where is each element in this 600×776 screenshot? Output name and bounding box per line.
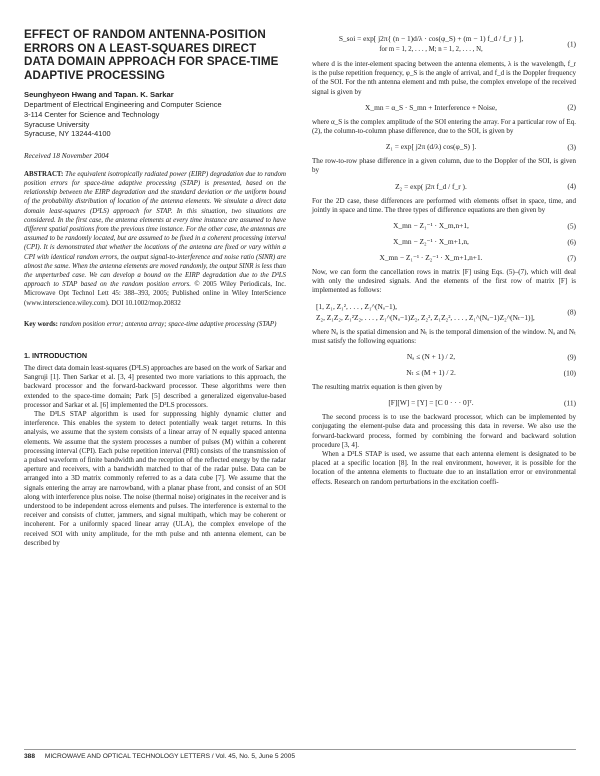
right-paragraph-3: The row-to-row phase difference in a given column, due to the Doppler of the SOI, is given by [312, 157, 576, 175]
equation-10 [312, 367, 576, 378]
equation-2-expr: X_mn = α_S · S_mn + Interference + Noise, [365, 102, 497, 112]
abstract-copyright: © 2005 Wiley Periodicals, Inc. Microwave Opt Technol Lett 45: 388–393, 2005; Published online in Wiley InterScience (www.interscience.wiley.com). DOI 10.1002/mop.20832 [24, 281, 286, 307]
equation-2-number: (2) [567, 102, 576, 112]
equation-5-number: (5) [567, 221, 576, 231]
received-date: Received 18 November 2004 [24, 150, 109, 160]
equation-8 [312, 301, 576, 323]
equation-11-number: (11) [563, 398, 576, 408]
right-column [312, 28, 576, 487]
equation-8-number: (8) [567, 307, 576, 317]
right-paragraph-1: where d is the inter-element spacing between the antenna elements, λ is the wavelength, f_r is the pulse repetition frequency, φ_S is the angle of arrival, and f_d is the Doppler frequency of the SOI. For the nth antenna element and mth pulse, the complex envelope of the received signal is given by [312, 60, 576, 96]
right-paragraph-5: Now, we can form the cancellation rows in matrix [F] using Eqs. (5)–(7), which will deal with only the undesired signals. And the elements of the first row of matrix [F] is implemented as follows: [312, 268, 576, 295]
right-paragraph-2: where α_S is the complex amplitude of the SOI entering the array. For a particular row of Eq. (2), the column-to-column phase difference, due to the SOI, is given by [312, 117, 576, 136]
affiliation-line-1: Department of Electrical Engineering and Computer Science [24, 100, 222, 110]
journal-citation: MICROWAVE AND OPTICAL TECHNOLOGY LETTERS / Vol. 45, No. 5, June 5 2005 [44, 753, 296, 760]
right-paragraph-6: where Nₐ is the spatial dimension and Nₜ is the temporal dimension of the window. Nₐ and Nₜ must satisfy the following equations: [312, 327, 576, 345]
equation-4-expr: Z₂ = exp( j2π f_d / f_r ). [395, 181, 467, 191]
equation-3-expr: Z₁ = exp[ j2π (d/λ) cos(φ_S) ]. [385, 142, 477, 152]
equation-7 [312, 252, 576, 263]
equation-11 [312, 397, 576, 408]
page-number: 388 [24, 753, 36, 760]
keywords [24, 320, 286, 329]
equation-9-number: (9) [567, 352, 576, 362]
equation-1 [312, 33, 576, 55]
intro-paragraph-2: The D³LS STAP algorithm is used for suppressing highly dynamic clutter and interference. This enables the system to detect potentially weak target returns. In this analysis, we assume that the system consists of a linear array of N equally spaced antenna elements. We assume that the system processes a number of pulses (M) within a coherent processing interval (CPI). Each pulse repetition interval (PRI) consists of the transmission of a pulsed waveform of finite bandwidth and the reception of the reflected energy by the radar aperture and receivers, with a bandwidth matched to that of the radar pulse. Data can be arranged into a 3D matrix commonly referred to as a data cube [7]. We assume that the signals entering the array are narrowband, with a planar phase front, and consist of an SOI along with interference plus noise. The noise (thermal noise) originates in the receiver and is understood to be independent across elements and pulses. The interference is external to the receiver and consists of clutter, jammers, and signal multipath, which may be coherent or incoherent. For a uniformly spaced linear array (ULA), the complex envelope of the received SOI with unity amplitude, for the mth pulse and nth antenna element, can be described by [24, 410, 286, 547]
right-paragraph-4: For the 2D case, these differences are performed with elements offset in space, time, and jointly in space and time. The three types of difference equations are then given by [312, 196, 576, 214]
equation-2 [312, 102, 576, 113]
right-paragraph-8: The second process is to use the backward processor, which can be implemented by conjugating the element-pulse data and processing this data in reverse. We also use the forward-backward process, formed by combining the forward and backward solution procedure [3, 4]. [312, 413, 576, 449]
equation-6-expr: X_mn − Z₂⁻¹ · X_m+1,n, [393, 237, 469, 247]
abstract [24, 170, 286, 308]
equation-1-condition: for m = 1, 2, . . . , M; n = 1, 2, . . . , N, [379, 46, 483, 53]
equation-8-line-1: [1, Z₁, Z₁², . . . , Z₁^(Nₐ−1), [316, 301, 397, 311]
section-heading-introduction: 1. INTRODUCTION [24, 351, 88, 360]
article-title: EFFECT OF RANDOM ANTENNA-POSITION ERRORS ON A LEAST-SQUARES DIRECT DATA DOMAIN APPROACH FOR SPACE-TIME ADAPTIVE PROCESSING [24, 28, 279, 82]
equation-1-number: (1) [567, 39, 576, 49]
equation-6-number: (6) [567, 237, 576, 247]
equation-1-expr: S_soi = exp[ j2π{ (n − 1)d/λ · cos(φ_S) + (m − 1) f_d / f_r } ], [338, 34, 524, 43]
equation-10-expr: Nₜ ≤ (M + 1) / 2. [406, 368, 456, 378]
keywords-text: random position error; antenna array; space-time adaptive processing (STAP) [59, 320, 277, 328]
equation-7-expr: X_mn − Z₁⁻¹ · Z₂⁻¹ · X_m+1,n+1. [379, 253, 483, 263]
right-paragraph-9: When a D³LS STAP is used, we assume that each antenna element is designated to be placed at a specific location [8]. In the real environment, however, it is possible for the location of the antenna elements to fluctuate due to an installation error or environmental effects. Research on random perturbations in the excitation coeffi- [312, 450, 576, 486]
equation-5 [312, 220, 576, 231]
equation-3-number: (3) [567, 142, 576, 152]
authors: Seunghyeon Hwang and Tapan. K. Sarkar [24, 90, 174, 100]
affiliation-line-2: 3-114 Center for Science and Technology [24, 109, 160, 119]
equation-7-number: (7) [567, 253, 576, 263]
equation-9-expr: Nₐ ≤ (N + 1) / 2, [406, 352, 456, 362]
equation-6 [312, 236, 576, 247]
affiliation-line-3: Syracuse University [24, 119, 90, 129]
affiliation-line-4: Syracuse, NY 13244-4100 [24, 129, 111, 139]
equation-11-expr: [F][W] = [Y] = [C 0 · · · 0]ᵀ. [388, 398, 474, 408]
equation-4 [312, 181, 576, 192]
left-column [24, 28, 286, 548]
equation-5-expr: X_mn − Z₁⁻¹ · X_m,n+1, [393, 221, 469, 231]
intro-paragraph-1: The direct data domain least-squares (D³LS) approaches are based on the work of Sarkar and Sangruji [1]. Then Sarkar et al. [3, 4] presented two more variations to this approach, the backward processor and the forward-backward processor. These algorithms were then extended to the space-time domain; Park [5] described a generalized eigenvalue-based processor and Sarkar et al. [6] implemented the D³LS processors. [24, 364, 286, 409]
equation-3 [312, 141, 576, 152]
abstract-text: The equivalent isotropically radiated power (EIRP) degradation due to random position errors for space-time adaptive processing (STAP) is presented, based on the relationship between the EIRP degradation and the standard deviation or the uniform bound of the probability distribution of location of the antenna elements. We simulate a direct data domain least-squares (D³LS) approach for STAP. In this situation, two situations are considered. In the first case, the antenna elements at every time instance are assumed to have different spatial positions from the previous time instance. For the other case, the antennas are assumed to be randomly located, but are assumed to be fixed in a coherent processing interval (CPI). It is demonstrated that whether the locations of the antenna are fixed or vary within a CPI with identical random errors, the output signal-to-interference and noise ratio (SINR) are almost the same. When the antenna elements are moved randomly, the output SINR is less than the unperturbed case. We can develop a bound on the EIRP degradation due to the D³LS approach to STAP based on the random position errors. [24, 170, 286, 289]
page-footer [24, 749, 576, 760]
equation-10-number: (10) [563, 368, 576, 378]
keywords-label: Key words: [24, 320, 58, 328]
equation-9 [312, 351, 576, 362]
equation-8-line-2: Z₂, Z₁Z₂, Z₁²Z₂, . . . , Z₁^(Nₐ−1)Z₂, Z₂², Z₁Z₂², . . . , Z₁^(Nₐ−1)Z₂^(Nₜ−1)], [316, 312, 535, 322]
equation-4-number: (4) [567, 181, 576, 191]
right-paragraph-7: The resulting matrix equation is then given by [312, 383, 443, 392]
abstract-label: ABSTRACT: [24, 170, 64, 178]
